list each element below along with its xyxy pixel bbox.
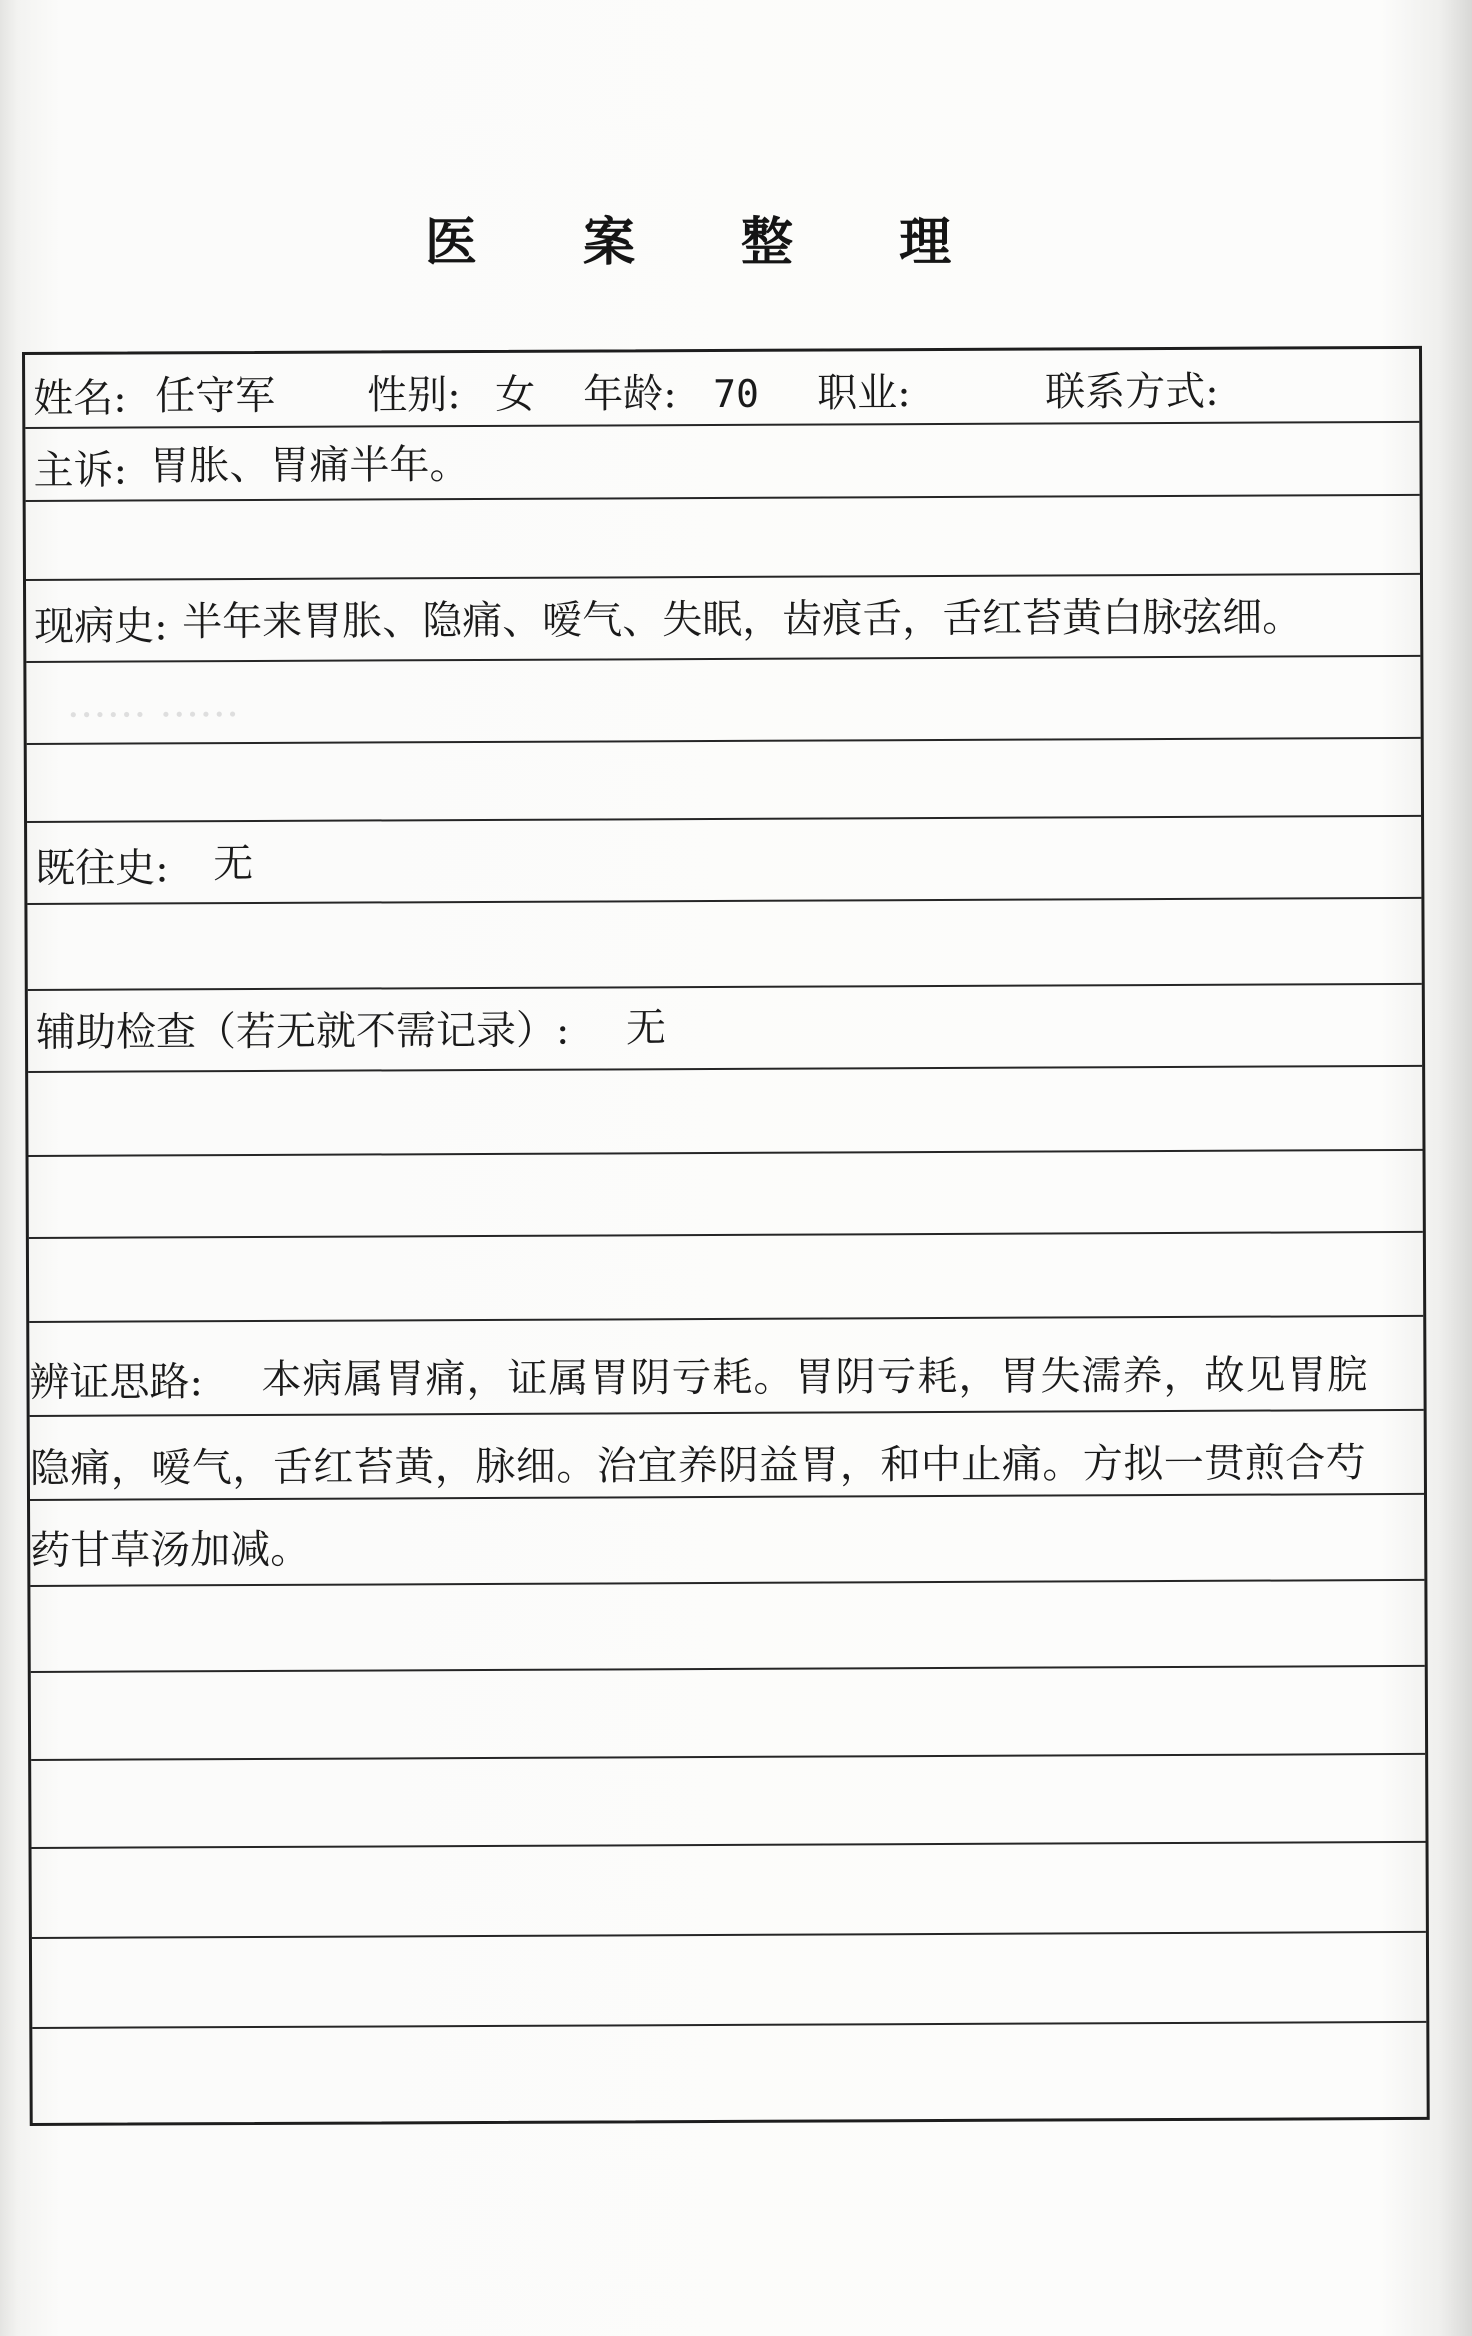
chief-complaint-row	[25, 421, 1419, 502]
blank-line	[26, 655, 1420, 745]
present-history-row	[26, 573, 1420, 663]
past-history-text: 无	[213, 840, 254, 888]
blank-line	[31, 1665, 1425, 1761]
blank-line	[29, 1231, 1423, 1323]
differentiation-row	[30, 1409, 1424, 1501]
differentiation-line-3: 药甘草汤加减。	[30, 1526, 311, 1574]
blank-line	[27, 897, 1421, 991]
differentiation-row	[29, 1315, 1423, 1417]
page-title: 医 案 整 理	[424, 212, 996, 273]
contact-label: 联系方式:	[1045, 368, 1219, 416]
past-history-label: 既往史:	[35, 845, 169, 892]
patient-info-row	[25, 349, 1419, 429]
blank-line	[32, 1931, 1426, 2029]
blank-line	[26, 494, 1420, 581]
case-record-form	[22, 346, 1430, 2126]
auxiliary-exam-row	[28, 983, 1422, 1073]
age-value: 70	[713, 371, 760, 416]
chief-complaint-text: 胃胀、胃痛半年。	[149, 442, 470, 490]
blank-line	[28, 1065, 1422, 1157]
gender-value: 女	[495, 371, 536, 418]
gender-label: 性别:	[367, 372, 461, 419]
blank-line	[29, 1149, 1423, 1239]
blank-line	[32, 1841, 1426, 1939]
name-value: 任守军	[155, 372, 276, 420]
blank-line	[30, 1579, 1424, 1673]
age-label: 年龄:	[583, 371, 677, 418]
bleed-through-text: …… ……	[66, 680, 240, 727]
occupation-label: 职业:	[817, 370, 911, 417]
past-history-row	[27, 815, 1421, 905]
present-history-label: 现病史:	[34, 603, 168, 650]
auxiliary-exam-label: 辅助检查（若无就不需记录）:	[35, 1007, 570, 1056]
chief-complaint-label: 主诉:	[33, 447, 128, 494]
present-history-text: 半年来胃胀、隐痛、嗳气、失眠，齿痕舌，舌红苔黄白脉弦细。	[182, 594, 1303, 646]
auxiliary-exam-text: 无	[625, 1005, 667, 1052]
blank-line	[27, 737, 1421, 823]
differentiation-label: 辨证思路:	[29, 1359, 204, 1406]
differentiation-line-1: 本病属胃痛，证属胃阴亏耗。胃阴亏耗，胃失濡养，故见胃脘	[261, 1352, 1369, 1403]
differentiation-line-2: 隐痛，嗳气，舌红苔黄，脉细。治宜养阴益胃，和中止痛。方拟一贯煎合芍	[29, 1440, 1367, 1492]
blank-line	[31, 1753, 1425, 1849]
name-label: 姓名:	[33, 375, 127, 422]
differentiation-row	[30, 1493, 1424, 1587]
